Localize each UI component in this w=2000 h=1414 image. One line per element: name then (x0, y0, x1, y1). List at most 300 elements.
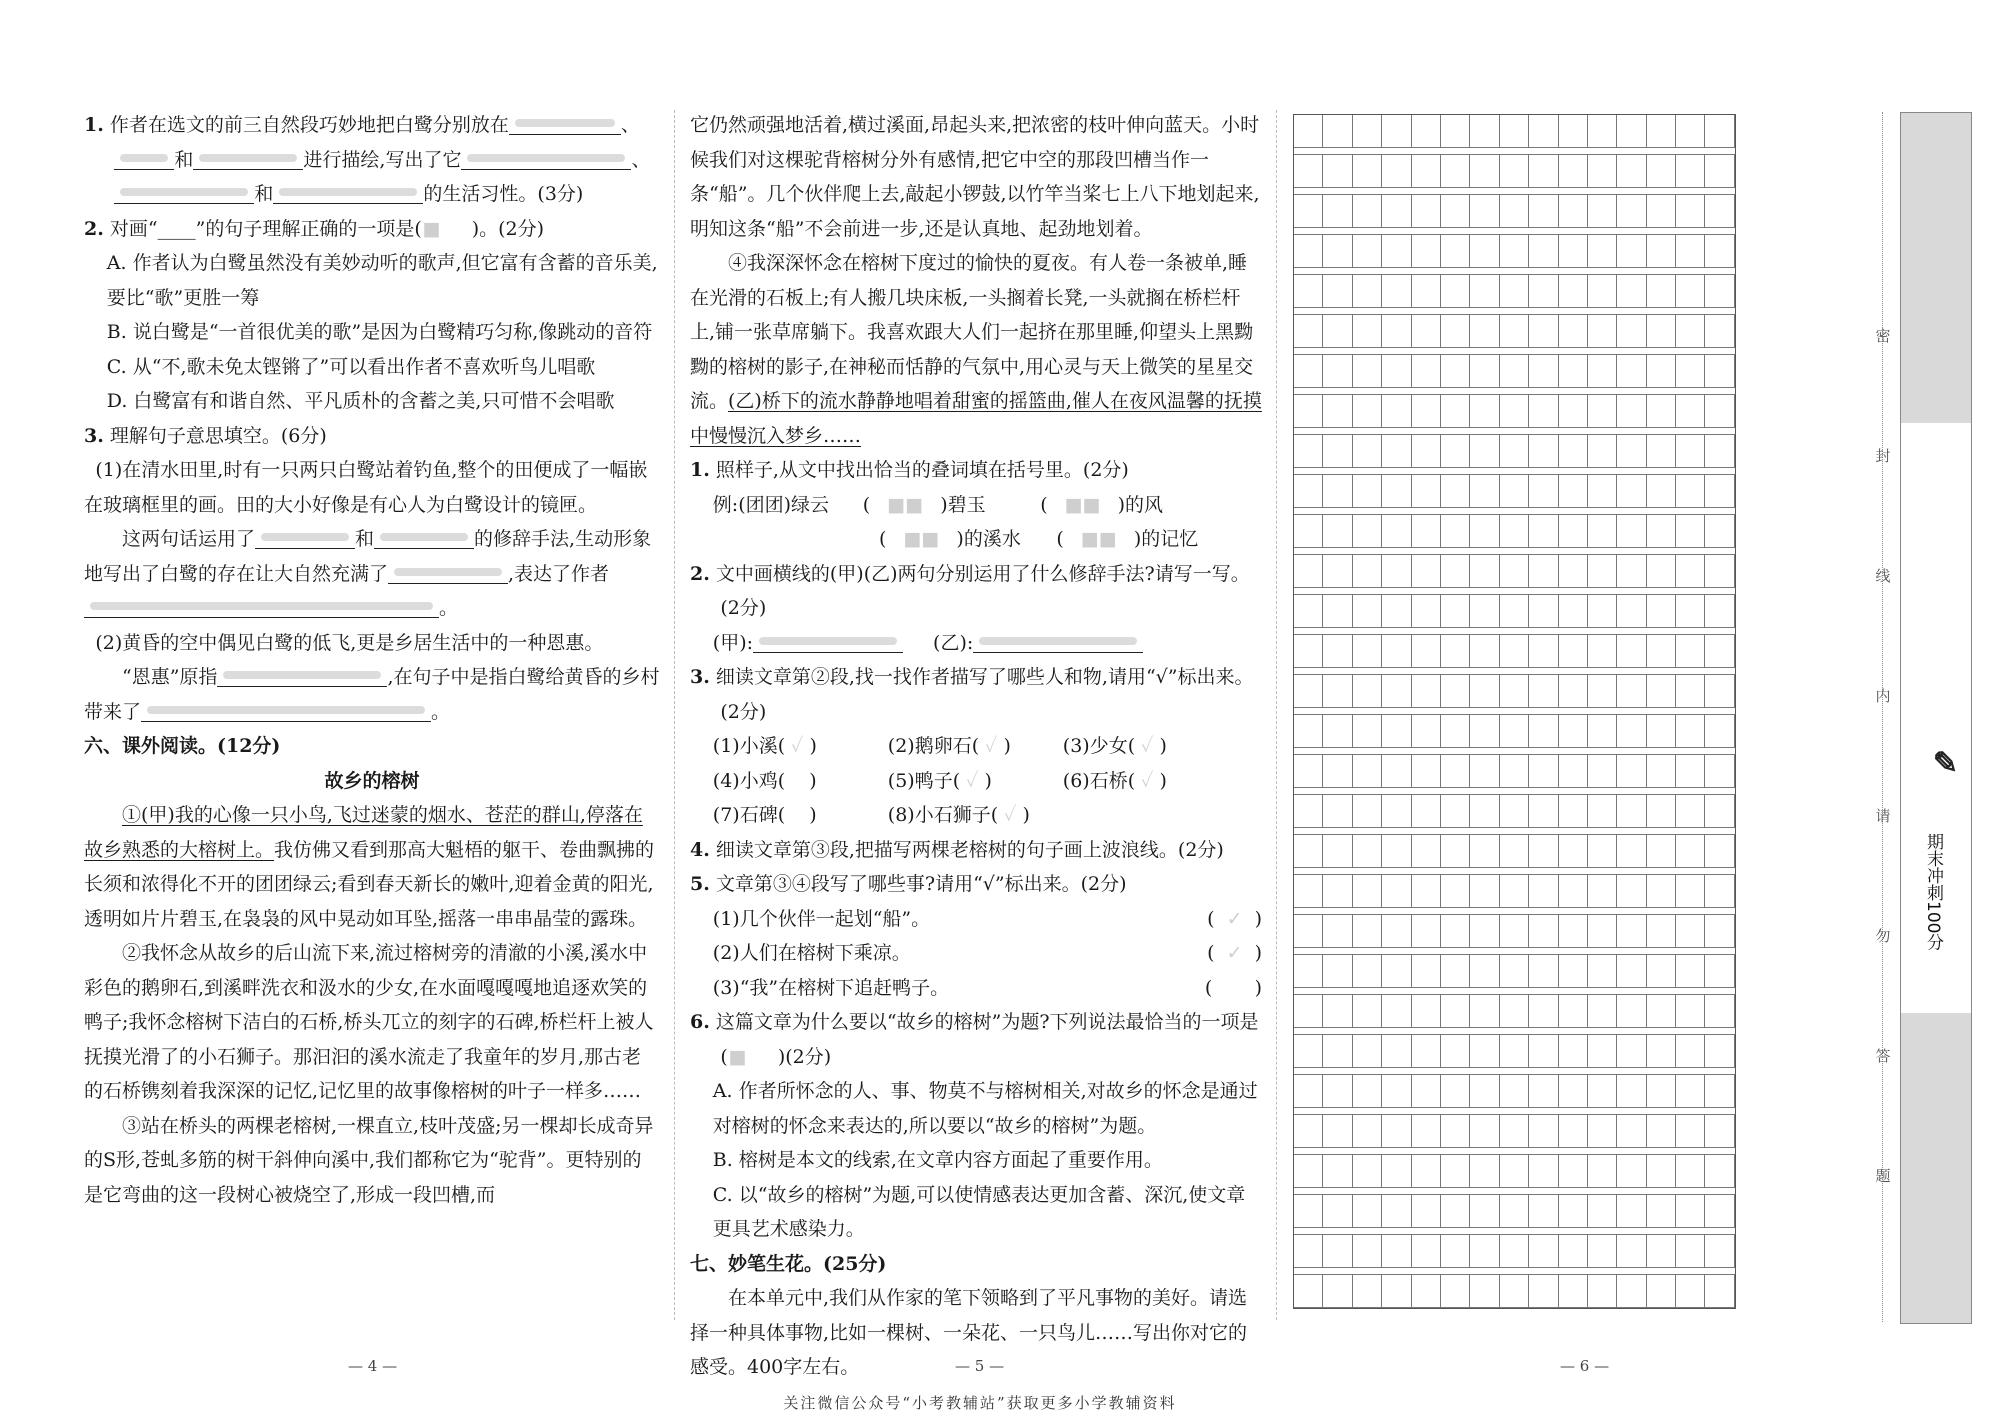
grid-cell[interactable] (1529, 1035, 1558, 1068)
grid-cell[interactable] (1529, 675, 1558, 708)
grid-cell[interactable] (1588, 235, 1617, 268)
grid-cell[interactable] (1441, 435, 1470, 468)
grid-cell[interactable] (1647, 475, 1676, 508)
grid-cell[interactable] (1529, 275, 1558, 308)
grid-cell[interactable] (1617, 355, 1646, 388)
grid-cell[interactable] (1676, 835, 1705, 868)
grid-cell[interactable] (1588, 115, 1617, 148)
grid-cell[interactable] (1382, 355, 1411, 388)
grid-cell[interactable] (1382, 315, 1411, 348)
grid-cell[interactable] (1617, 835, 1646, 868)
grid-cell[interactable] (1294, 1275, 1323, 1308)
grid-cell[interactable] (1705, 1235, 1734, 1268)
grid-cell[interactable] (1559, 435, 1588, 468)
grid-cell[interactable] (1559, 155, 1588, 188)
grid-cell[interactable] (1617, 1235, 1646, 1268)
grid-cell[interactable] (1647, 515, 1676, 548)
grid-cell[interactable] (1559, 1275, 1588, 1308)
grid-cell[interactable] (1588, 1115, 1617, 1148)
grid-cell[interactable] (1529, 875, 1558, 908)
grid-cell[interactable] (1353, 875, 1382, 908)
grid-cell[interactable] (1676, 915, 1705, 948)
grid-cell[interactable] (1323, 715, 1352, 748)
grid-cell[interactable] (1382, 475, 1411, 508)
grid-cell[interactable] (1588, 955, 1617, 988)
grid-cell[interactable] (1323, 755, 1352, 788)
grid-cell[interactable] (1529, 1115, 1558, 1148)
grid-cell[interactable] (1559, 235, 1588, 268)
grid-cell[interactable] (1617, 435, 1646, 468)
grid-cell[interactable] (1294, 435, 1323, 468)
grid-cell[interactable] (1588, 155, 1617, 188)
grid-cell[interactable] (1529, 555, 1558, 588)
grid-cell[interactable] (1676, 595, 1705, 628)
grid-cell[interactable] (1323, 915, 1352, 948)
grid-cell[interactable] (1705, 435, 1734, 468)
grid-cell[interactable] (1529, 955, 1558, 988)
grid-cell[interactable] (1323, 835, 1352, 868)
grid-cell[interactable] (1647, 1075, 1676, 1108)
grid-cell[interactable] (1676, 755, 1705, 788)
grid-cell[interactable] (1705, 955, 1734, 988)
grid-cell[interactable] (1382, 875, 1411, 908)
grid-cell[interactable] (1382, 1275, 1411, 1308)
grid-cell[interactable] (1412, 235, 1441, 268)
grid-cell[interactable] (1294, 155, 1323, 188)
grid-cell[interactable] (1441, 475, 1470, 508)
grid-cell[interactable] (1500, 755, 1529, 788)
grid-cell[interactable] (1588, 315, 1617, 348)
grid-cell[interactable] (1705, 315, 1734, 348)
grid-cell[interactable] (1500, 555, 1529, 588)
grid-cell[interactable] (1294, 1075, 1323, 1108)
grid-cell[interactable] (1676, 395, 1705, 428)
grid-cell[interactable] (1412, 1035, 1441, 1068)
grid-cell[interactable] (1441, 315, 1470, 348)
grid-cell[interactable] (1441, 395, 1470, 428)
answer-blank[interactable] (84, 595, 439, 618)
grid-cell[interactable] (1412, 675, 1441, 708)
grid-cell[interactable] (1353, 355, 1382, 388)
answer-blank[interactable] (255, 526, 355, 549)
grid-cell[interactable] (1294, 395, 1323, 428)
grid-cell[interactable] (1705, 675, 1734, 708)
grid-cell[interactable] (1500, 715, 1529, 748)
grid-cell[interactable] (1353, 1275, 1382, 1308)
grid-cell[interactable] (1529, 915, 1558, 948)
grid-cell[interactable] (1470, 275, 1499, 308)
grid-cell[interactable] (1529, 515, 1558, 548)
grid-cell[interactable] (1647, 1035, 1676, 1068)
grid-cell[interactable] (1500, 435, 1529, 468)
grid-cell[interactable] (1647, 195, 1676, 228)
grid-cell[interactable] (1294, 115, 1323, 148)
grid-cell[interactable] (1588, 715, 1617, 748)
grid-cell[interactable] (1470, 1235, 1499, 1268)
grid-cell[interactable] (1617, 395, 1646, 428)
grid-cell[interactable] (1500, 1235, 1529, 1268)
grid-cell[interactable] (1705, 1115, 1734, 1148)
grid-cell[interactable] (1441, 1115, 1470, 1148)
grid-cell[interactable] (1470, 155, 1499, 188)
grid-cell[interactable] (1500, 155, 1529, 188)
grid-cell[interactable] (1705, 395, 1734, 428)
grid-cell[interactable] (1412, 395, 1441, 428)
grid-cell[interactable] (1382, 515, 1411, 548)
grid-cell[interactable] (1323, 235, 1352, 268)
grid-cell[interactable] (1412, 1155, 1441, 1188)
grid-cell[interactable] (1323, 1195, 1352, 1228)
grid-cell[interactable] (1470, 435, 1499, 468)
grid-cell[interactable] (1559, 1035, 1588, 1068)
grid-cell[interactable] (1470, 955, 1499, 988)
check-item[interactable]: (1)小溪( ✓ ) (712, 735, 817, 757)
grid-cell[interactable] (1676, 235, 1705, 268)
grid-cell[interactable] (1647, 115, 1676, 148)
grid-cell[interactable] (1647, 635, 1676, 668)
grid-cell[interactable] (1617, 1075, 1646, 1108)
grid-cell[interactable] (1559, 715, 1588, 748)
grid-cell[interactable] (1382, 1075, 1411, 1108)
grid-cell[interactable] (1323, 795, 1352, 828)
grid-cell[interactable] (1588, 1195, 1617, 1228)
grid-cell[interactable] (1647, 275, 1676, 308)
grid-cell[interactable] (1617, 195, 1646, 228)
grid-cell[interactable] (1559, 875, 1588, 908)
grid-cell[interactable] (1588, 795, 1617, 828)
grid-cell[interactable] (1588, 875, 1617, 908)
grid-cell[interactable] (1559, 1155, 1588, 1188)
grid-cell[interactable] (1617, 235, 1646, 268)
grid-cell[interactable] (1500, 795, 1529, 828)
grid-cell[interactable] (1588, 435, 1617, 468)
grid-cell[interactable] (1382, 155, 1411, 188)
grid-cell[interactable] (1647, 1155, 1676, 1188)
grid-cell[interactable] (1382, 835, 1411, 868)
grid-cell[interactable] (1676, 435, 1705, 468)
grid-cell[interactable] (1529, 435, 1558, 468)
grid-cell[interactable] (1382, 955, 1411, 988)
grid-cell[interactable] (1382, 595, 1411, 628)
grid-cell[interactable] (1353, 235, 1382, 268)
answer-blank[interactable] (114, 147, 174, 170)
grid-cell[interactable] (1470, 475, 1499, 508)
grid-cell[interactable] (1500, 1155, 1529, 1188)
grid-cell[interactable] (1676, 475, 1705, 508)
grid-cell[interactable] (1382, 675, 1411, 708)
grid-cell[interactable] (1294, 795, 1323, 828)
grid-cell[interactable] (1382, 555, 1411, 588)
grid-cell[interactable] (1382, 275, 1411, 308)
grid-cell[interactable] (1617, 995, 1646, 1028)
grid-cell[interactable] (1470, 395, 1499, 428)
grid-cell[interactable] (1323, 155, 1352, 188)
grid-cell[interactable] (1323, 595, 1352, 628)
grid-cell[interactable] (1382, 235, 1411, 268)
grid-cell[interactable] (1323, 675, 1352, 708)
grid-cell[interactable] (1412, 1075, 1441, 1108)
grid-cell[interactable] (1470, 1275, 1499, 1308)
grid-cell[interactable] (1382, 1155, 1411, 1188)
grid-cell[interactable] (1353, 115, 1382, 148)
grid-cell[interactable] (1500, 1275, 1529, 1308)
grid-cell[interactable] (1382, 755, 1411, 788)
grid-cell[interactable] (1294, 675, 1323, 708)
grid-cell[interactable] (1323, 635, 1352, 668)
grid-cell[interactable] (1676, 635, 1705, 668)
grid-cell[interactable] (1470, 195, 1499, 228)
grid-cell[interactable] (1470, 1195, 1499, 1228)
grid-cell[interactable] (1588, 915, 1617, 948)
grid-cell[interactable] (1559, 1075, 1588, 1108)
grid-cell[interactable] (1470, 115, 1499, 148)
grid-cell[interactable] (1559, 635, 1588, 668)
grid-cell[interactable] (1382, 795, 1411, 828)
grid-cell[interactable] (1529, 1235, 1558, 1268)
grid-cell[interactable] (1412, 835, 1441, 868)
grid-cell[interactable] (1647, 1235, 1676, 1268)
grid-cell[interactable] (1617, 635, 1646, 668)
grid-cell[interactable] (1294, 1115, 1323, 1148)
grid-cell[interactable] (1470, 355, 1499, 388)
grid-cell[interactable] (1529, 235, 1558, 268)
grid-cell[interactable] (1470, 1115, 1499, 1148)
grid-cell[interactable] (1588, 1035, 1617, 1068)
grid-cell[interactable] (1705, 595, 1734, 628)
grid-cell[interactable] (1470, 315, 1499, 348)
grid-cell[interactable] (1323, 955, 1352, 988)
grid-cell[interactable] (1441, 195, 1470, 228)
grid-cell[interactable] (1529, 595, 1558, 628)
grid-cell[interactable] (1617, 155, 1646, 188)
grid-cell[interactable] (1500, 195, 1529, 228)
answer-box[interactable]: ■■ (1064, 493, 1101, 516)
grid-cell[interactable] (1470, 675, 1499, 708)
grid-cell[interactable] (1470, 715, 1499, 748)
grid-cell[interactable] (1441, 115, 1470, 148)
grid-cell[interactable] (1441, 915, 1470, 948)
grid-cell[interactable] (1647, 395, 1676, 428)
grid-cell[interactable] (1412, 715, 1441, 748)
grid-cell[interactable] (1294, 235, 1323, 268)
grid-cell[interactable] (1412, 1235, 1441, 1268)
grid-cell[interactable] (1470, 595, 1499, 628)
grid-cell[interactable] (1441, 955, 1470, 988)
grid-cell[interactable] (1412, 195, 1441, 228)
grid-cell[interactable] (1412, 1115, 1441, 1148)
grid-cell[interactable] (1500, 675, 1529, 708)
grid-cell[interactable] (1382, 1235, 1411, 1268)
grid-cell[interactable] (1294, 555, 1323, 588)
grid-cell[interactable] (1647, 315, 1676, 348)
grid-cell[interactable] (1529, 1195, 1558, 1228)
grid-cell[interactable] (1353, 595, 1382, 628)
grid-cell[interactable] (1412, 955, 1441, 988)
grid-cell[interactable] (1617, 115, 1646, 148)
grid-cell[interactable] (1617, 1195, 1646, 1228)
grid-cell[interactable] (1500, 955, 1529, 988)
check-item[interactable]: (7)石碑( ) (712, 804, 817, 826)
grid-cell[interactable] (1529, 115, 1558, 148)
grid-cell[interactable] (1323, 875, 1352, 908)
grid-cell[interactable] (1588, 555, 1617, 588)
grid-cell[interactable] (1529, 1275, 1558, 1308)
grid-cell[interactable] (1441, 1235, 1470, 1268)
grid-cell[interactable] (1705, 795, 1734, 828)
grid-cell[interactable] (1353, 1075, 1382, 1108)
grid-cell[interactable] (1617, 515, 1646, 548)
grid-cell[interactable] (1529, 1155, 1558, 1188)
grid-cell[interactable] (1323, 115, 1352, 148)
grid-cell[interactable] (1353, 155, 1382, 188)
grid-cell[interactable] (1412, 555, 1441, 588)
grid-cell[interactable] (1323, 435, 1352, 468)
grid-cell[interactable] (1705, 635, 1734, 668)
grid-cell[interactable] (1676, 1195, 1705, 1228)
grid-cell[interactable] (1676, 675, 1705, 708)
grid-cell[interactable] (1500, 475, 1529, 508)
grid-cell[interactable] (1559, 595, 1588, 628)
answer-box[interactable]: ■ (422, 217, 441, 240)
grid-cell[interactable] (1588, 995, 1617, 1028)
grid-cell[interactable] (1647, 435, 1676, 468)
grid-cell[interactable] (1353, 915, 1382, 948)
grid-cell[interactable] (1323, 275, 1352, 308)
grid-cell[interactable] (1353, 315, 1382, 348)
grid-cell[interactable] (1647, 675, 1676, 708)
grid-cell[interactable] (1559, 675, 1588, 708)
grid-cell[interactable] (1500, 875, 1529, 908)
grid-cell[interactable] (1588, 1155, 1617, 1188)
grid-cell[interactable] (1500, 1035, 1529, 1068)
grid-cell[interactable] (1617, 915, 1646, 948)
grid-cell[interactable] (1676, 1275, 1705, 1308)
grid-cell[interactable] (1412, 155, 1441, 188)
grid-cell[interactable] (1529, 835, 1558, 868)
grid-cell[interactable] (1412, 595, 1441, 628)
grid-cell[interactable] (1441, 275, 1470, 308)
grid-cell[interactable] (1412, 995, 1441, 1028)
answer-box[interactable]: ■■ (887, 493, 924, 516)
answer-blank[interactable] (509, 112, 621, 135)
grid-cell[interactable] (1647, 795, 1676, 828)
grid-cell[interactable] (1705, 155, 1734, 188)
grid-cell[interactable] (1676, 1075, 1705, 1108)
grid-cell[interactable] (1588, 1235, 1617, 1268)
grid-cell[interactable] (1647, 955, 1676, 988)
grid-cell[interactable] (1705, 555, 1734, 588)
grid-cell[interactable] (1588, 835, 1617, 868)
grid-cell[interactable] (1353, 995, 1382, 1028)
grid-cell[interactable] (1705, 235, 1734, 268)
grid-cell[interactable] (1705, 755, 1734, 788)
grid-cell[interactable] (1441, 355, 1470, 388)
grid-cell[interactable] (1353, 555, 1382, 588)
grid-cell[interactable] (1647, 355, 1676, 388)
grid-cell[interactable] (1382, 115, 1411, 148)
grid-cell[interactable] (1500, 115, 1529, 148)
grid-cell[interactable] (1441, 675, 1470, 708)
grid-cell[interactable] (1323, 315, 1352, 348)
grid-cell[interactable] (1588, 355, 1617, 388)
grid-cell[interactable] (1323, 395, 1352, 428)
answer-blank[interactable] (141, 699, 431, 722)
grid-cell[interactable] (1705, 1275, 1734, 1308)
grid-cell[interactable] (1412, 115, 1441, 148)
grid-cell[interactable] (1676, 555, 1705, 588)
grid-cell[interactable] (1294, 595, 1323, 628)
grid-cell[interactable] (1412, 1195, 1441, 1228)
grid-cell[interactable] (1617, 1155, 1646, 1188)
grid-cell[interactable] (1559, 315, 1588, 348)
grid-cell[interactable] (1588, 595, 1617, 628)
grid-cell[interactable] (1705, 515, 1734, 548)
grid-cell[interactable] (1676, 1035, 1705, 1068)
grid-cell[interactable] (1294, 195, 1323, 228)
grid-cell[interactable] (1294, 1155, 1323, 1188)
grid-cell[interactable] (1500, 1195, 1529, 1228)
grid-cell[interactable] (1353, 1115, 1382, 1148)
grid-cell[interactable] (1353, 195, 1382, 228)
grid-cell[interactable] (1294, 915, 1323, 948)
grid-cell[interactable] (1294, 875, 1323, 908)
grid-cell[interactable] (1412, 635, 1441, 668)
grid-cell[interactable] (1676, 195, 1705, 228)
grid-cell[interactable] (1617, 555, 1646, 588)
grid-cell[interactable] (1470, 1075, 1499, 1108)
grid-cell[interactable] (1323, 1075, 1352, 1108)
grid-cell[interactable] (1647, 875, 1676, 908)
grid-cell[interactable] (1500, 995, 1529, 1028)
grid-cell[interactable] (1382, 195, 1411, 228)
grid-cell[interactable] (1647, 155, 1676, 188)
check-item[interactable]: (8)小石狮子( ✓ ) (887, 804, 1030, 826)
grid-cell[interactable] (1441, 595, 1470, 628)
grid-cell[interactable] (1705, 115, 1734, 148)
grid-cell[interactable] (1294, 315, 1323, 348)
grid-cell[interactable] (1529, 395, 1558, 428)
grid-cell[interactable] (1705, 995, 1734, 1028)
grid-cell[interactable] (1529, 715, 1558, 748)
grid-cell[interactable] (1588, 475, 1617, 508)
grid-cell[interactable] (1412, 275, 1441, 308)
grid-cell[interactable] (1559, 915, 1588, 948)
grid-cell[interactable] (1705, 1155, 1734, 1188)
grid-cell[interactable] (1412, 435, 1441, 468)
grid-cell[interactable] (1500, 915, 1529, 948)
grid-cell[interactable] (1705, 875, 1734, 908)
grid-cell[interactable] (1294, 355, 1323, 388)
grid-cell[interactable] (1588, 195, 1617, 228)
grid-cell[interactable] (1353, 475, 1382, 508)
grid-cell[interactable] (1441, 235, 1470, 268)
grid-cell[interactable] (1559, 555, 1588, 588)
grid-cell[interactable] (1529, 355, 1558, 388)
grid-cell[interactable] (1617, 675, 1646, 708)
grid-cell[interactable] (1382, 715, 1411, 748)
grid-cell[interactable] (1676, 355, 1705, 388)
grid-cell[interactable] (1617, 755, 1646, 788)
grid-cell[interactable] (1559, 515, 1588, 548)
grid-cell[interactable] (1294, 1195, 1323, 1228)
writing-grid[interactable] (1293, 114, 1736, 1309)
grid-cell[interactable] (1441, 795, 1470, 828)
grid-cell[interactable] (1705, 275, 1734, 308)
grid-cell[interactable] (1559, 795, 1588, 828)
grid-cell[interactable] (1294, 275, 1323, 308)
grid-cell[interactable] (1323, 195, 1352, 228)
grid-cell[interactable] (1441, 755, 1470, 788)
